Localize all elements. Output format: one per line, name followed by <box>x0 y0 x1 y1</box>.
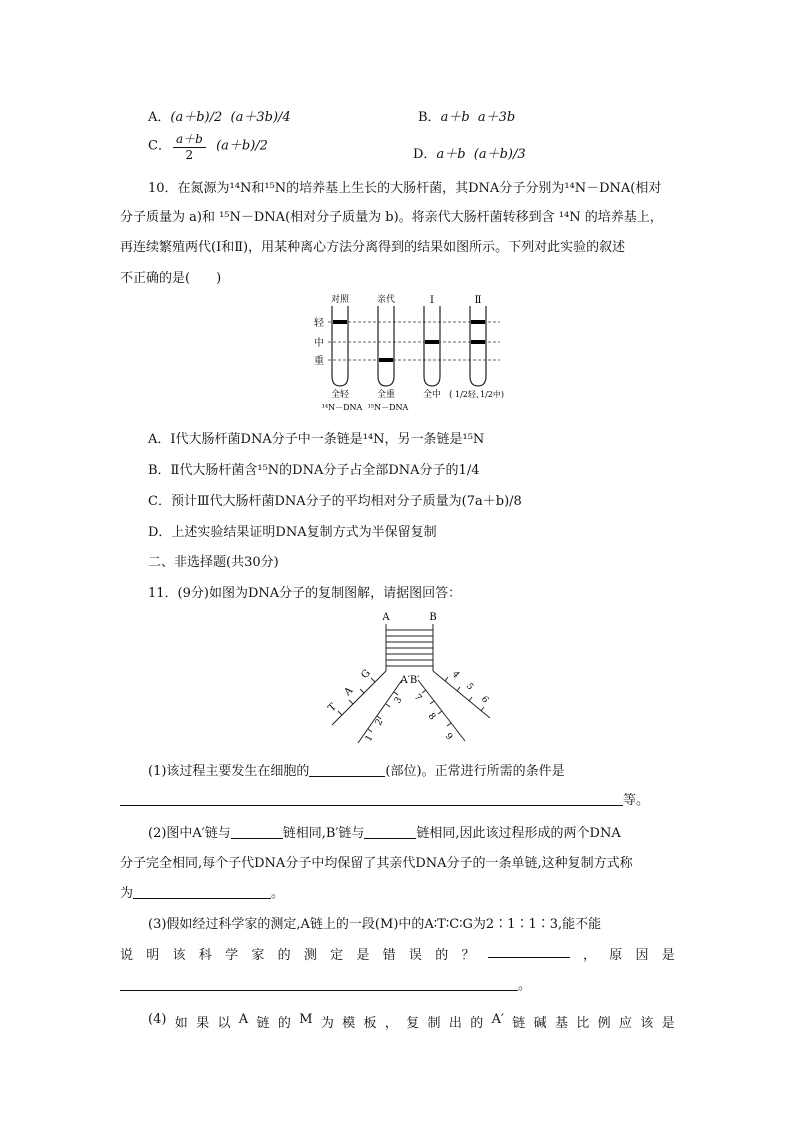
row-label-light: 轻 <box>314 318 324 329</box>
tube-caption-all-heavy: 全重 <box>376 390 396 400</box>
q11-part1-line1: (1)该过程主要发生在细胞的 (部位)。正常进行所需的条件是 <box>148 764 565 779</box>
num-label-7: 7 <box>411 692 424 704</box>
tube-gen2 <box>470 306 486 386</box>
answer-blank[interactable] <box>133 885 271 899</box>
q10-stem-line4: 不正确的是( ) <box>120 271 222 286</box>
tube-gen1 <box>424 306 440 386</box>
answer-blank[interactable] <box>364 825 416 839</box>
answer-blank[interactable] <box>231 825 283 839</box>
band-control-light <box>333 320 347 324</box>
q11-part3-line1: (3)假如经过科学家的测定,A链上的一段(M)中的A∶T∶C∶G为2∶1∶1∶3,能不能 <box>148 917 602 932</box>
tube-caption-half-mid: 1/2中) <box>480 390 504 399</box>
dna-replication-figure <box>320 608 500 748</box>
band-parent-heavy <box>379 358 393 362</box>
answer-blank[interactable] <box>309 763 385 777</box>
q10-stem-line2: 分子质量为 a)和 ¹⁵N－DNA(相对分子质量为 b)。将亲代大肠杆菌转移到含 ¹⁴N 的培养基上， <box>120 210 663 225</box>
q9-option-a: A．(a＋b)/2 (a＋3b)/4 <box>148 110 291 125</box>
col-label-parent: 亲代 <box>376 295 396 305</box>
q11-part1-line2: 等。 <box>120 789 649 808</box>
q10-option-c: C．预计Ⅲ代大肠杆菌DNA分子的平均相对分子质量为(7a＋b)/8 <box>148 494 522 509</box>
num-label-9: 9 <box>442 731 455 743</box>
q11-part3-line3: 。 <box>120 974 531 993</box>
section-heading: 二、非选择题(共30分) <box>148 555 279 570</box>
q10-option-a: A．Ⅰ代大肠杆菌DNA分子中一条链是¹⁴N，另一条链是¹⁵N <box>148 432 485 447</box>
band-gen1-mid <box>425 340 439 344</box>
band-gen2-mid <box>471 340 485 344</box>
q10-stem-line1: 10．在氮源为¹⁴N和¹⁵N的培养基上生长的大肠杆菌，其DNA分子分别为¹⁴N－DNA(相对 <box>148 181 662 196</box>
q11-part3-line2: 说 明 该 科 学 家 的 测 定 是 错 误 的 ？ ， 原 因 是 <box>120 944 675 963</box>
tube-parent <box>378 306 394 386</box>
label-strand-a: A <box>382 612 390 623</box>
row-label-mid: 中 <box>314 338 324 349</box>
tube-caption-all-light: 全轻 <box>330 390 350 400</box>
tube-control <box>332 306 348 386</box>
left-daughter-strand <box>358 680 402 743</box>
band-gen2-light <box>471 320 485 324</box>
col-label-gen1: Ⅰ <box>430 295 434 306</box>
fraction: $\frac{a+b}{2}$ <box>173 130 206 162</box>
q10-option-d: D．上述实验结果证明DNA复制方式为半保留复制 <box>148 525 437 540</box>
col-label-control: 对照 <box>330 295 350 305</box>
base-label-3: G <box>359 667 373 682</box>
tube-caption-half-light: 1/2轻、 <box>455 390 484 399</box>
q11-part4-line1: (4) 如 果 以 A 链 的 M 为 模 板 ， 复 制 出 的 A′ 链 碱 基 比 例 应 该 是 <box>148 1012 675 1031</box>
q9-option-b: B．a＋b a＋3b <box>418 110 516 125</box>
q11-part2-line2: 分子完全相同,每个子代DNA分子中均保留了其亲代DNA分子的一条单链,这种复制方式称 <box>120 856 633 871</box>
num-label-5: 5 <box>463 681 476 693</box>
label-strand-b: B <box>429 612 437 623</box>
num-label-1: 1 <box>363 733 376 744</box>
base-label-2: A <box>342 685 356 699</box>
q11-part2-line3: 为 。 <box>120 886 285 901</box>
q10-stem-line3: 再连续繁殖两代(Ⅰ和Ⅱ)，用某种离心方法分离得到的结果如图所示。下列对此实验的叙述 <box>120 240 626 255</box>
tube-sub-15n: ¹⁵N－DNA <box>367 403 409 412</box>
num-label-3: 3 <box>392 695 405 706</box>
answer-blank[interactable] <box>120 792 623 806</box>
q11-part2-line1: (2)图中A′链与 链相同,B′链与 链相同,因此该过程形成的两个DNA <box>148 826 621 841</box>
centrifuge-figure <box>310 292 510 416</box>
q9-option-d: D．a＋b (a＋b)/3 <box>413 147 526 162</box>
base-pairs <box>386 630 433 666</box>
q11-stem: 11．(9分)如图为DNA分子的复制图解，请据图回答： <box>148 586 462 601</box>
tube-sub-14n: ¹⁴N－DNA <box>321 403 363 412</box>
col-label-gen2: Ⅱ <box>474 295 482 306</box>
num-label-2: 2 <box>373 717 386 728</box>
row-label-heavy: 重 <box>314 356 324 367</box>
tube-caption-half-open: ( <box>449 390 453 400</box>
answer-blank[interactable] <box>488 944 570 958</box>
num-label-8: 8 <box>425 711 438 723</box>
tube-caption-all-mid: 全中 <box>422 390 442 400</box>
q9-option-c: C． $\frac{a+b}{2}$ (a＋b)/2 <box>148 132 268 162</box>
num-label-4: 4 <box>449 669 462 681</box>
label-daughter-strands: A′B′ <box>400 675 420 686</box>
q10-option-b: B．Ⅱ代大肠杆菌含¹⁵N的DNA分子占全部DNA分子的1/4 <box>148 463 480 478</box>
base-label-1: T <box>326 701 339 715</box>
answer-blank[interactable] <box>120 977 518 991</box>
num-label-6: 6 <box>478 694 491 706</box>
